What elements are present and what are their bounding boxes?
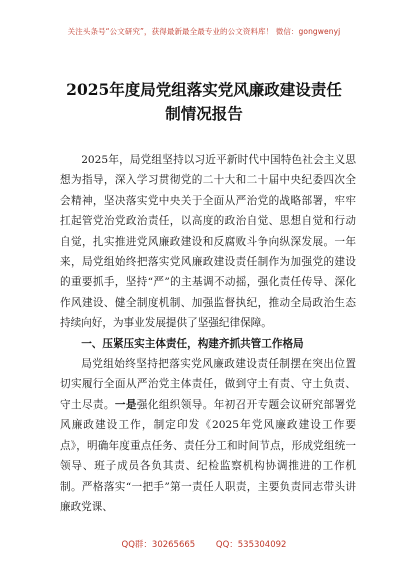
document-title (40, 78, 368, 126)
section-1-paragraph (60, 354, 356, 517)
section-1-point-label: 一是 (114, 398, 137, 411)
section-1-text-a: 局党组始终坚持把落实党风廉政建设责任制摆在突出位置切实履行全面从严治党主体责任，做到守土有责、守土负责、守土尽责。 (60, 358, 356, 411)
footer-qq: QQ：535304092 (215, 540, 287, 550)
section-1-heading: 一、压紧压实主体责任，构建齐抓共管工作格局 (81, 337, 304, 350)
footer-qq-group: QQ群：30265665 (121, 540, 196, 550)
page-footer (0, 538, 408, 550)
header-promo-note: 关注头条号“公文研究”，获得最新最全最专业的公文资料库！ 微信：gongwenyj (67, 27, 341, 36)
document-body (60, 150, 356, 517)
title-line-2: 制情况报告 (165, 104, 243, 123)
title-line-1: 2025年度局党组落实党风廉政建设责任 (66, 80, 342, 99)
section-1-text-b: 强化组织领导。年初召开专题会议研究部署党风廉政建设工作，制定印发《2025年党风廉政建设工作要点》，明确年度重点任务、责任分工和时间节点，形成党组统一领导、班子成员各负其责、纪检监察机构协调推进的工作机制。严格落实“一把手”第一责任人职责，主要负责同志带头讲廉政党课、 (60, 398, 357, 513)
intro-paragraph: 2025年，局党组坚持以习近平新时代中国特色社会主义思想为指导，深入学习贯彻党的二十大和二十届中央纪委四次全会精神，坚决落实党中央关于全面从严治党的战略部署，牢牢扛起管党治党政治责任，以高度的政治自觉、思想自觉和行动自觉，扎实推进党风廉政建设和反腐败斗争向纵深发展。一年来，局党组始终把落实党风廉政建设责任制作为加强党的建设的重要抓手，坚持“严”的主基调不动摇，强化责任传导、深化作风建设、健全制度机制、加强监督执纪，推动全局政治生态持续向好，为事业发展提供了坚强纪律保障。 (60, 154, 356, 330)
